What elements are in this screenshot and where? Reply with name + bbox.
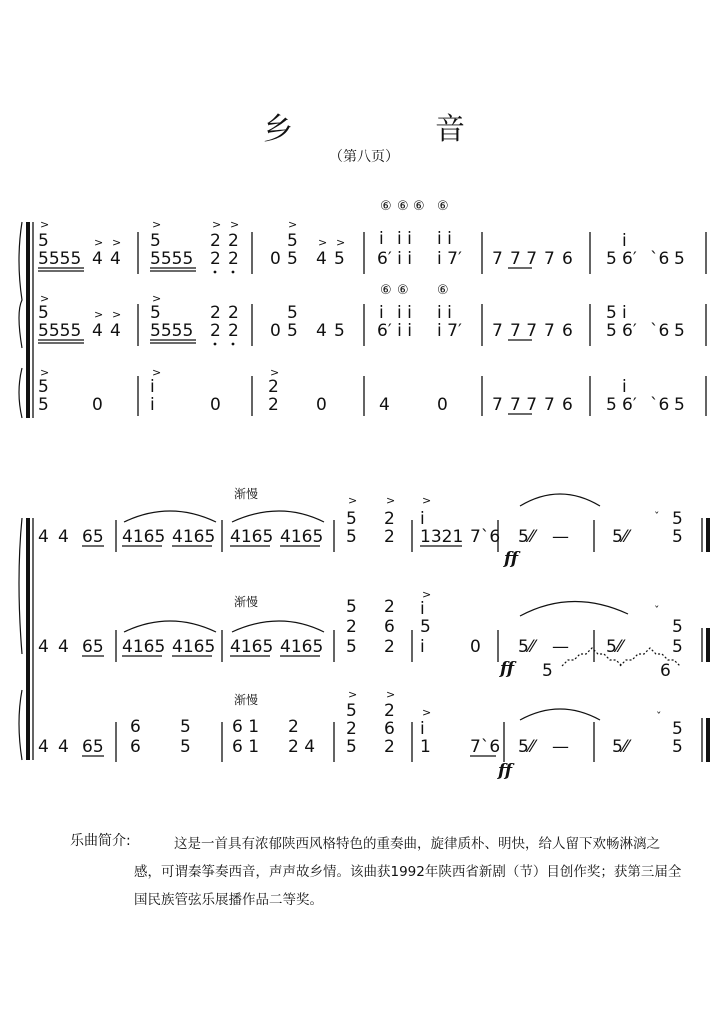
- intro-label: 乐曲简介:: [70, 833, 131, 849]
- svg-text:65: 65: [82, 737, 104, 757]
- tempo-marking-3: 渐慢: [234, 693, 259, 707]
- svg-text:7 7: 7 7: [510, 321, 538, 341]
- svg-text:2: 2: [384, 701, 395, 721]
- svg-text:5: 5: [674, 395, 685, 415]
- svg-text:2: 2: [384, 737, 395, 757]
- svg-text:i i: i i: [437, 303, 452, 323]
- svg-text:2: 2: [384, 597, 395, 617]
- svg-text:6′ i i: 6′ i i: [377, 249, 412, 269]
- svg-text:6: 6: [384, 719, 395, 739]
- svg-text:2: 2: [268, 377, 279, 397]
- svg-text:5: 5: [334, 321, 345, 341]
- svg-text:5: 5: [672, 719, 683, 739]
- svg-text:6 1: 6 1: [232, 737, 260, 757]
- svg-text:>: >: [386, 494, 396, 507]
- svg-text:0: 0: [270, 321, 281, 341]
- svg-text:i: i: [150, 395, 155, 415]
- system2-staff2: [38, 588, 708, 681]
- svg-text:>: >: [152, 292, 162, 305]
- svg-text:>: >: [386, 688, 396, 701]
- svg-text:5: 5: [606, 303, 617, 323]
- system2-brace: [19, 518, 33, 760]
- svg-text:>: >: [40, 366, 50, 379]
- svg-text:6′: 6′: [622, 249, 637, 269]
- svg-text:4: 4: [58, 527, 69, 547]
- dynamic-ff-1: ff: [504, 549, 519, 569]
- svg-text:4: 4: [58, 637, 69, 657]
- tempo-marking-2: 渐慢: [234, 595, 259, 609]
- svg-text:4: 4: [379, 395, 390, 415]
- svg-text:i: i: [379, 303, 384, 323]
- svg-text:⑥: ⑥: [380, 283, 392, 298]
- svg-text:5⁄⁄: 5⁄⁄: [612, 737, 629, 757]
- svg-text:i: i: [420, 599, 425, 619]
- svg-text:2: 2: [228, 231, 239, 251]
- svg-text:>: >: [348, 494, 358, 507]
- svg-text:i: i: [420, 637, 425, 657]
- svg-text:>: >: [212, 218, 222, 231]
- svg-text:>: >: [422, 494, 432, 507]
- svg-text:1: 1: [420, 737, 431, 757]
- svg-text:5: 5: [606, 249, 617, 269]
- svg-text:>: >: [318, 236, 328, 249]
- svg-text:ˋ6: ˋ6: [650, 395, 670, 415]
- svg-text:i: i: [622, 303, 627, 323]
- svg-text:>: >: [230, 218, 240, 231]
- svg-text:4165: 4165: [230, 637, 274, 657]
- svg-text:5: 5: [672, 509, 683, 529]
- svg-text:5: 5: [542, 661, 553, 681]
- svg-text:5⁄⁄: 5⁄⁄: [606, 637, 623, 657]
- svg-text:2: 2: [228, 303, 239, 323]
- dynamic-ff-3: ff: [498, 761, 513, 781]
- svg-text:5: 5: [672, 737, 683, 757]
- svg-text:7 7: 7 7: [510, 249, 538, 269]
- svg-text:4: 4: [58, 737, 69, 757]
- svg-text:i i: i i: [437, 229, 452, 249]
- svg-text:i: i: [420, 509, 425, 529]
- svg-text:5⁄⁄: 5⁄⁄: [518, 637, 535, 657]
- svg-text:i: i: [150, 377, 155, 397]
- svg-text:ˋ6: ˋ6: [650, 249, 670, 269]
- svg-text:7ˋ6: 7ˋ6: [470, 527, 501, 547]
- svg-text:2: 2: [346, 719, 357, 739]
- svg-text:i: i: [379, 229, 384, 249]
- svg-text:ˋ6: ˋ6: [650, 321, 670, 341]
- svg-text:4165: 4165: [172, 527, 216, 547]
- svg-text:i: i: [420, 719, 425, 739]
- svg-text:7: 7: [492, 321, 503, 341]
- svg-text:5: 5: [287, 249, 298, 269]
- svg-text:>: >: [94, 236, 104, 249]
- svg-text:7 7: 7 7: [510, 395, 538, 415]
- svg-text:0: 0: [316, 395, 327, 415]
- svg-text:4165: 4165: [122, 637, 166, 657]
- system2-staff1: [38, 494, 708, 569]
- svg-text:>: >: [152, 366, 162, 379]
- svg-text:5: 5: [346, 701, 357, 721]
- svg-text:5: 5: [674, 321, 685, 341]
- svg-text:>: >: [336, 236, 346, 249]
- system1-staff3: [38, 366, 706, 416]
- svg-text:6′: 6′: [622, 321, 637, 341]
- svg-text:4: 4: [38, 737, 49, 757]
- svg-text:4: 4: [110, 321, 121, 341]
- svg-text:5555: 5555: [150, 321, 194, 341]
- svg-text:—: —: [552, 637, 569, 657]
- svg-text:5⁄⁄: 5⁄⁄: [518, 527, 535, 547]
- svg-text:65: 65: [82, 527, 104, 547]
- svg-text:5: 5: [334, 249, 345, 269]
- svg-text:5: 5: [180, 717, 191, 737]
- dynamic-ff-2: ff: [500, 659, 515, 679]
- svg-text:6: 6: [384, 617, 395, 637]
- svg-text:7: 7: [492, 395, 503, 415]
- svg-text:5: 5: [38, 231, 49, 251]
- system2-staff3: [38, 688, 708, 781]
- system1-staff2: [38, 283, 706, 346]
- svg-text:2: 2: [210, 303, 221, 323]
- svg-text:5: 5: [606, 395, 617, 415]
- svg-text:6 1: 6 1: [232, 717, 260, 737]
- svg-text:—: —: [552, 527, 569, 547]
- svg-text:5: 5: [38, 303, 49, 323]
- svg-text:4165: 4165: [122, 527, 166, 547]
- svg-text:5: 5: [180, 737, 191, 757]
- svg-text:1321: 1321: [420, 527, 464, 547]
- svg-text:ˇ: ˇ: [654, 510, 660, 523]
- svg-text:>: >: [40, 292, 50, 305]
- tempo-marking-1: 渐慢: [234, 487, 259, 501]
- svg-text:>: >: [112, 308, 122, 321]
- svg-text:0: 0: [470, 637, 481, 657]
- svg-text:>: >: [94, 308, 104, 321]
- svg-text:4: 4: [38, 637, 49, 657]
- svg-text:4: 4: [316, 321, 327, 341]
- svg-text:4165: 4165: [280, 527, 324, 547]
- svg-text:5: 5: [672, 617, 683, 637]
- svg-text:5: 5: [672, 527, 683, 547]
- svg-text:i i: i i: [397, 229, 412, 249]
- svg-text:4165: 4165: [230, 527, 274, 547]
- svg-text:⑥: ⑥: [397, 199, 409, 214]
- svg-text:6: 6: [130, 737, 141, 757]
- svg-text:4: 4: [92, 321, 103, 341]
- svg-text:2: 2: [268, 395, 279, 415]
- svg-text:4: 4: [92, 249, 103, 269]
- svg-text:0: 0: [210, 395, 221, 415]
- svg-text:5555: 5555: [38, 321, 82, 341]
- intro-text: [134, 830, 684, 914]
- svg-text:>: >: [40, 218, 50, 231]
- svg-text:5: 5: [287, 321, 298, 341]
- svg-text:i: i: [622, 377, 627, 397]
- svg-text:2 4: 2 4: [288, 737, 316, 757]
- svg-text:>: >: [152, 218, 162, 231]
- svg-text:0: 0: [92, 395, 103, 415]
- svg-text:7ˋ6: 7ˋ6: [470, 737, 501, 757]
- svg-text:5: 5: [346, 509, 357, 529]
- svg-text:7: 7: [544, 395, 555, 415]
- svg-text:5: 5: [346, 737, 357, 757]
- svg-text:5: 5: [606, 321, 617, 341]
- svg-text:7: 7: [544, 249, 555, 269]
- svg-text:2: 2: [210, 231, 221, 251]
- svg-text:5: 5: [38, 395, 49, 415]
- svg-text:6′ i i: 6′ i i: [377, 321, 412, 341]
- intro-paragraph: 这是一首具有浓郁陕西风格特色的重奏曲，旋律质朴、明快，给人留下欢畅淋漓之感，可谓秦筝奏西音，声声故乡情。该曲获1992年陕西省新剧（节）目创作奖；获第三届全国民族管弦乐展播作品二等奖。: [134, 836, 682, 908]
- svg-text:6: 6: [660, 661, 671, 681]
- svg-text:7: 7: [544, 321, 555, 341]
- svg-text:>: >: [348, 688, 358, 701]
- svg-text:6: 6: [562, 321, 573, 341]
- svg-text:4: 4: [110, 249, 121, 269]
- page-title: 乡 音: [263, 112, 521, 147]
- page-subtitle: （第八页）: [329, 149, 399, 165]
- svg-text:>: >: [422, 706, 432, 719]
- svg-text:5: 5: [420, 617, 431, 637]
- svg-text:7: 7: [492, 249, 503, 269]
- svg-text:>: >: [288, 218, 298, 231]
- svg-text:5: 5: [150, 231, 161, 251]
- svg-text:0: 0: [437, 395, 448, 415]
- svg-text:65: 65: [82, 637, 104, 657]
- svg-text:>: >: [270, 366, 280, 379]
- system1-brace: [19, 222, 33, 418]
- svg-text:4165: 4165: [280, 637, 324, 657]
- svg-text:5: 5: [346, 637, 357, 657]
- svg-text:⑥: ⑥: [380, 199, 392, 214]
- svg-text:>: >: [112, 236, 122, 249]
- svg-text:6: 6: [130, 717, 141, 737]
- svg-text:6′: 6′: [622, 395, 637, 415]
- svg-text:5: 5: [287, 231, 298, 251]
- svg-text:ˇ: ˇ: [654, 604, 660, 617]
- svg-text:⑥: ⑥: [437, 283, 449, 298]
- svg-text:ˇ: ˇ: [656, 710, 662, 723]
- svg-text:0: 0: [270, 249, 281, 269]
- svg-text:⑥: ⑥: [437, 199, 449, 214]
- svg-text:2: 2: [210, 321, 221, 341]
- svg-text:5: 5: [38, 377, 49, 397]
- svg-text:6: 6: [562, 395, 573, 415]
- svg-text:5555: 5555: [38, 249, 82, 269]
- svg-text:2: 2: [288, 717, 299, 737]
- svg-text:i: i: [622, 231, 627, 251]
- svg-text:5⁄⁄: 5⁄⁄: [518, 737, 535, 757]
- svg-text:⑥: ⑥: [397, 283, 409, 298]
- svg-text:2: 2: [384, 637, 395, 657]
- svg-text:i 7′: i 7′: [437, 249, 462, 269]
- svg-text:2: 2: [228, 249, 239, 269]
- svg-text:2: 2: [384, 509, 395, 529]
- svg-text:5: 5: [672, 637, 683, 657]
- svg-text:2: 2: [210, 249, 221, 269]
- svg-text:5⁄⁄: 5⁄⁄: [612, 527, 629, 547]
- svg-text:2: 2: [346, 617, 357, 637]
- svg-text:4165: 4165: [172, 637, 216, 657]
- svg-text:5: 5: [346, 527, 357, 547]
- svg-text:i 7′: i 7′: [437, 321, 462, 341]
- svg-text:5: 5: [346, 597, 357, 617]
- svg-text:4: 4: [38, 527, 49, 547]
- svg-text:5555: 5555: [150, 249, 194, 269]
- svg-text:>: >: [422, 588, 432, 601]
- svg-text:5: 5: [150, 303, 161, 323]
- svg-text:6: 6: [562, 249, 573, 269]
- svg-text:i i: i i: [397, 303, 412, 323]
- svg-text:5: 5: [674, 249, 685, 269]
- svg-text:2: 2: [228, 321, 239, 341]
- svg-text:⑥: ⑥: [413, 199, 425, 214]
- system1-staff1: [38, 199, 706, 274]
- svg-text:5: 5: [287, 303, 298, 323]
- svg-text:—: —: [552, 737, 569, 757]
- svg-text:2: 2: [384, 527, 395, 547]
- svg-text:4: 4: [316, 249, 327, 269]
